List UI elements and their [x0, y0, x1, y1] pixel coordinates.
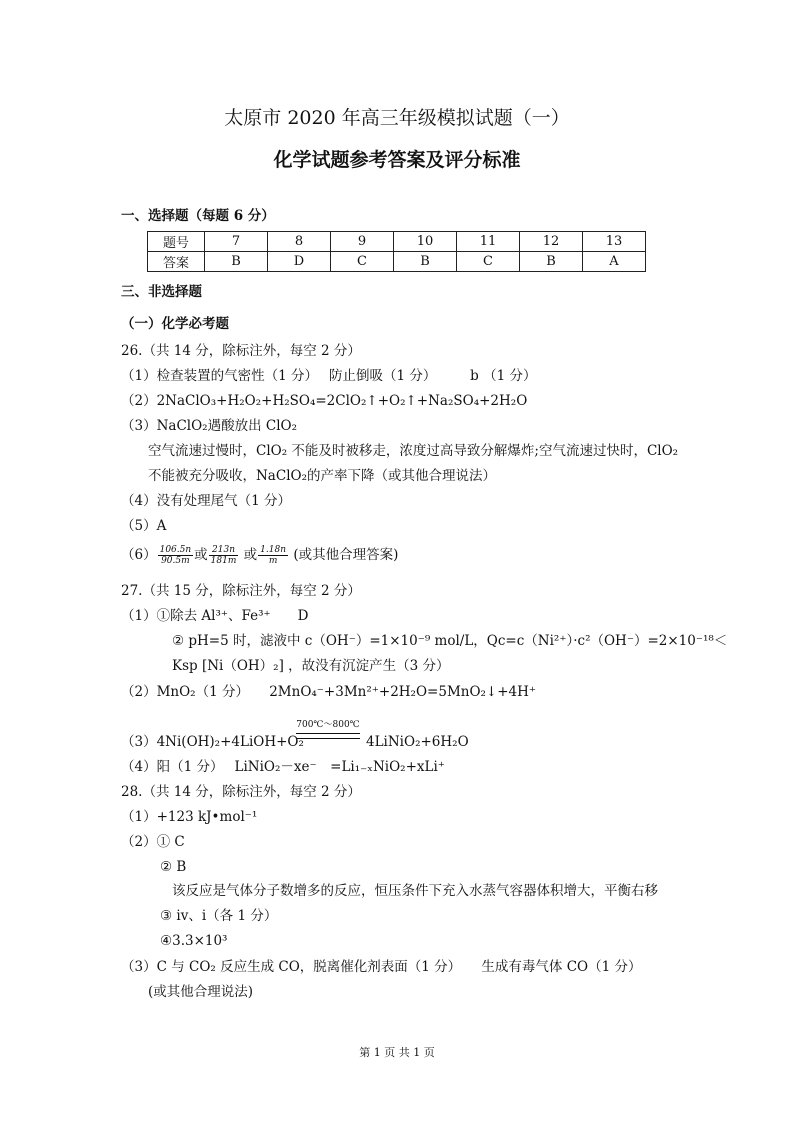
q26-answer-4: （4）没有处理尾气（1 分）	[121, 493, 291, 509]
fraction-1-denominator: 90.5m	[161, 556, 190, 566]
answer-table	[147, 231, 646, 272]
q26-answer-3: （3）NaClO₂遇酸放出 ClO₂	[121, 418, 297, 434]
table-cell: 12	[520, 232, 583, 252]
table-cell: 10	[394, 232, 457, 252]
fraction-2-denominator: 181m	[210, 556, 237, 566]
q28-answer-3-line2: (或其他合理说法)	[148, 984, 254, 1000]
table-cell: C	[457, 252, 520, 272]
q28-header: 28.（共 14 分，除标注外，每空 2 分）	[121, 784, 361, 800]
table-cell: C	[331, 252, 394, 272]
q26-answer-5: （5）A	[121, 518, 167, 534]
q27-answer-3-right: 4LiNiO₂+6H₂O	[366, 734, 469, 750]
table-cell: B	[520, 252, 583, 272]
fraction-1	[158, 545, 194, 566]
table-cell: B	[394, 252, 457, 272]
q26-answer-6	[121, 543, 398, 567]
q28-answer-1: （1）+123 kJ•mol⁻¹	[121, 809, 258, 825]
reaction-condition	[296, 720, 360, 739]
q27-answer-2: （2）MnO₂（1 分） 2MnO₄⁻+3Mn²⁺+2H₂O=5MnO₂↓+4H⁺	[121, 684, 537, 700]
q26-answer-6-suffix: (或其他合理答案)	[293, 547, 399, 563]
table-cell: D	[268, 252, 331, 272]
or-text: 或	[243, 547, 258, 563]
q28-answer-2: （2）① C	[121, 834, 185, 850]
table-row	[148, 252, 646, 272]
q27-answer-1-line2: ② pH=5 时，滤液中 c（OH⁻）=1×10⁻⁹ mol/L，Qc=c（Ni²⁺）·c²（OH⁻）=2×10⁻¹⁸＜	[172, 633, 728, 649]
document-subtitle: 化学试题参考答案及评分标准	[273, 149, 521, 171]
or-text: 或	[194, 547, 208, 563]
q26-answer-2: （2）2NaClO₃+H₂O₂+H₂SO₄=2ClO₂↑+O₂↑+Na₂SO₄+2H₂O	[121, 393, 528, 409]
table-cell: 8	[268, 232, 331, 252]
table-cell: A	[583, 252, 646, 272]
document-title: 太原市 2020 年高三年级模拟试题（一）	[224, 107, 570, 129]
section1-heading: 一、选择题（每题 6 分）	[121, 208, 275, 224]
q26-answer-6-prefix: （6）	[121, 547, 157, 563]
q26-answer-3-line3: 不能被充分吸收，NaClO₂的产率下降（或其他合理说法）	[148, 468, 496, 484]
q27-answer-1: （1）①除去 Al³⁺、Fe³⁺ D	[121, 608, 309, 624]
fraction-2	[209, 545, 239, 566]
table-row-label: 答案	[148, 252, 205, 272]
table-cell: B	[205, 252, 268, 272]
fraction-3-denominator: m	[268, 556, 278, 566]
q26-answer-3-line2: 空气流速过慢时，ClO₂ 不能及时被移走，浓度过高导致分解爆炸;空气流速过快时，ClO₂	[148, 443, 679, 459]
q27-answer-1-line3: Ksp [Ni（OH）₂] ，故没有沉淀产生（3 分）	[172, 658, 450, 674]
q26-answer-1: （1）检查装置的气密性（1 分） 防止倒吸（1 分） b （1 分）	[121, 368, 537, 384]
q27-answer-3-left: （3）4Ni(OH)₂+4LiOH+O₂	[121, 734, 304, 750]
reaction-equal-sign	[296, 733, 360, 739]
table-cell: 13	[583, 232, 646, 252]
fraction-1-numerator: 106.5n	[159, 545, 192, 555]
table-cell: 7	[205, 232, 268, 252]
q28-answer-2d: ④3.3×10³	[160, 933, 228, 949]
fraction-3-numerator: 1.18n	[260, 545, 287, 555]
q28-answer-2b-explanation: 该反应是气体分子数增多的反应，恒压条件下充入水蒸气容器体积增大，平衡右移	[172, 883, 658, 899]
page-footer: 第 1 页 共 1 页	[359, 1046, 435, 1059]
q27-answer-4: （4）阳（1 分） LiNiO₂－xe⁻ =Li₁₋ₓNiO₂+xLi⁺	[121, 759, 445, 775]
table-row	[148, 232, 646, 252]
section3-subheading: （一）化学必考题	[121, 316, 229, 332]
q28-answer-3: （3）C 与 CO₂ 反应生成 CO，脱离催化剂表面（1 分） 生成有毒气体 CO（1 分）	[121, 959, 642, 975]
reaction-condition-text: 700℃～800℃	[296, 720, 360, 730]
table-cell: 9	[331, 232, 394, 252]
q27-header: 27.（共 15 分，除标注外，每空 2 分）	[121, 583, 361, 599]
q28-answer-2b: ② B	[160, 859, 187, 875]
fraction-3	[258, 545, 288, 566]
q28-answer-2c: ③ iv、i（各 1 分）	[160, 908, 278, 924]
q26-header: 26.（共 14 分，除标注外，每空 2 分）	[121, 343, 361, 359]
table-cell: 11	[457, 232, 520, 252]
table-row-label: 题号	[148, 232, 205, 252]
fraction-2-numerator: 213n	[209, 545, 239, 556]
section3-heading: 三、非选择题	[121, 284, 202, 300]
